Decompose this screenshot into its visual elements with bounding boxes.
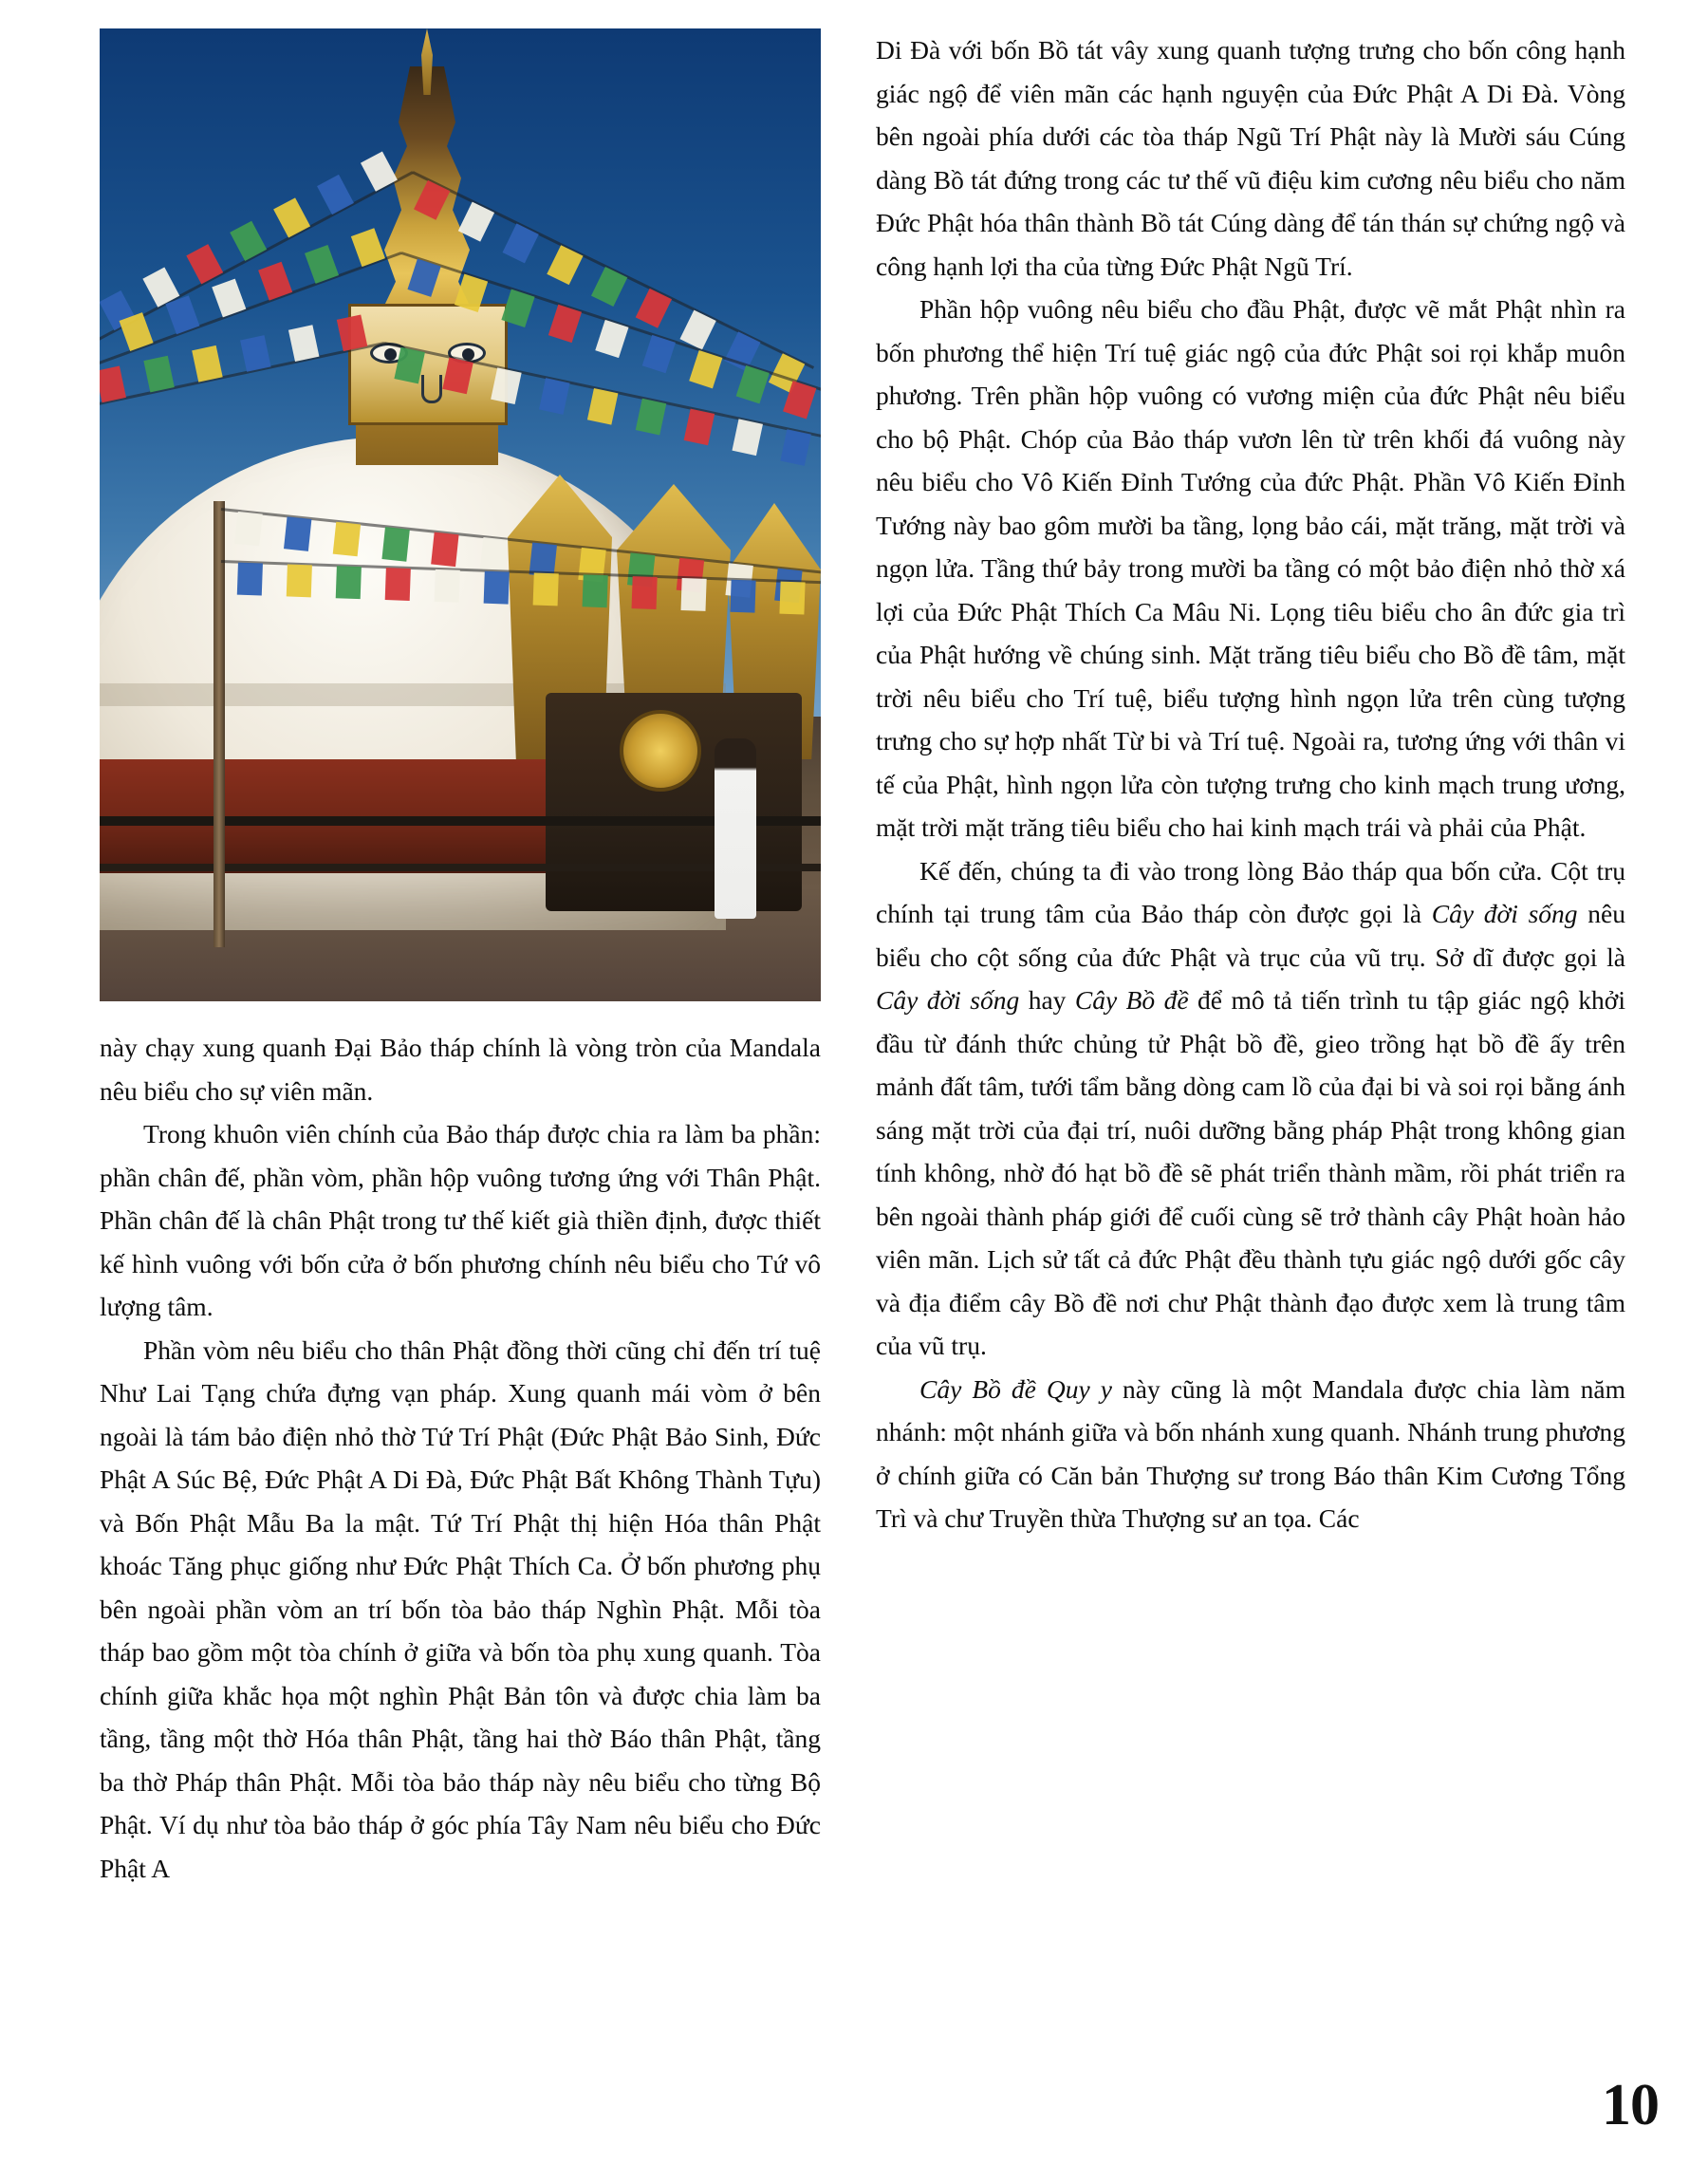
prayer-flag-icon <box>435 569 460 603</box>
prayer-flag-icon <box>381 527 409 562</box>
wooden-pole <box>214 501 225 947</box>
buddha-nose-icon <box>421 375 442 403</box>
paragraph-right-2: Phần hộp vuông nêu biểu cho đầu Phật, được vẽ mắt Phật nhìn ra bốn phương thể hiện Trí tuệ giác ngộ của đức Phật soi rọi khắp muôn phương. Trên phần hộp vuông có vương miện của đức Phật nêu biểu cho bộ Phật. Chóp của Bảo tháp vươn lên từ trên khối đá vuông này nêu biểu cho Vô Kiến Đỉnh Tướng của đức Phật. Phần Vô Kiến Đỉnh Tướng này bao gôm mười ba tầng, lọng bảo cái, mặt trăng, mặt trời và ngọn lửa. Tầng thứ bảy trong mười ba tầng có một bảo điện nhỏ thờ xá lợi của Đức Phật Thích Ca Mâu Ni. Lọng tiêu biểu cho ân đức gia trì của Phật hướng về chúng sinh. Mặt trăng tiêu biểu cho Bồ đề tâm, mặt trời nêu biểu cho Trí tuệ, biểu tượng hình ngọn lửa trên cùng tượng trưng cho sự hợp nhất Từ bi và Trí tuệ. Ngoài ra, tương ứng với thân vi tế của Phật, hình ngọn lửa còn tượng trưng cho kinh mạch trung ương, mặt trời mặt trăng tiêu biểu cho hai kinh mạch trái và phải của Phật. <box>876 294 1625 842</box>
paragraph-left-1: này chạy xung quanh Đại Bảo tháp chính là vòng tròn của Mandala nêu biểu cho sự viên mãn. <box>100 1033 821 1106</box>
prayer-flag-icon <box>680 578 706 611</box>
prayer-flag-icon <box>583 574 608 607</box>
paragraph-left-3: Phần vòm nêu biểu cho thân Phật đồng thời cũng chỉ đến trí tuệ Như Lai Tạng chứa đựng vạn pháp. Xung quanh mái vòm ở bên ngoài là tám bảo điện nhỏ thờ Tứ Trí Phật (Đức Phật Bảo Sinh, Đức Phật A Súc Bệ, Đức Phật A Di Đà, Đức Phật Bất Không Thành Tựu) và Bốn Phật Mẫu Ba la mật. Tứ Trí Phật thị hiện Hóa thân Phật khoác Tăng phục giống như Đức Phật Thích Ca. Ở bốn phương phụ bên ngoài phần vòm an trí bốn tòa bảo tháp Nghìn Phật. Mỗi tòa tháp bao gồm một tòa chính ở giữa và bốn tòa phụ xung quanh. Tòa chính giữa khắc họa một nghìn Phật Bản tôn và được chia làm ba tầng, tầng một thờ Hóa thân Phật, tầng hai thờ Báo thân Phật, tầng ba thờ Pháp thân Phật. Mỗi tòa bảo tháp này nêu biểu cho từng Bộ Phật. Ví dụ như tòa bảo tháp ở góc phía Tây Nam nêu biểu cho Đức Phật A <box>100 1334 821 1883</box>
prayer-flag-icon <box>533 573 559 606</box>
prayer-flag-icon <box>385 568 411 601</box>
para4-part2: nêu biểu cho cột sống của đức Phật và trục của vũ trụ. Sở dĩ được gọi là <box>876 899 1625 972</box>
prayer-flag-icon <box>284 516 311 551</box>
prayer-flag-icon <box>287 564 312 597</box>
prayer-flag-icon <box>480 537 508 572</box>
paragraph-right-3 <box>876 849 1625 1368</box>
two-column-layout <box>100 28 1651 2126</box>
paragraph-left-2: Trong khuôn viên chính của Bảo tháp được chia ra làm ba phần: phần chân đế, phần vòm, phần hộp vuông tương ứng với Thân Phật. Phần chân đế là chân Phật trong tư thế kiết già thiền định, được thiết kế hình vuông với bốn cửa ở bốn phương chính nêu biểu cho Tứ vô lượng tâm. <box>100 1119 821 1321</box>
prayer-flag-icon <box>431 532 458 568</box>
left-column <box>100 28 821 2126</box>
para4-part3: hay <box>1019 985 1075 1015</box>
railing-lower <box>100 864 821 871</box>
prayer-flag-icon <box>632 576 658 609</box>
para4-italic3: Cây Bồ đề <box>1074 985 1189 1015</box>
para5-italic1: Cây Bồ đề Quy y <box>919 1373 1112 1404</box>
prayer-flag-icon <box>234 512 262 547</box>
prayer-flag-icon <box>237 563 263 596</box>
para5-part1: này cũng là một Mandala được chia làm năm nhánh: một nhánh giữa và bốn nhánh xung quanh. Nhánh trung phương ở chính giữa có Căn bản Thượng sư trong Báo thân Kim Cương Tổng Trì và chư Truyền thừa Thượng sư an tọa. Các <box>876 1373 1625 1533</box>
para4-part1: Kế đến, chúng ta đi vào trong lòng Bảo tháp qua bốn cửa. Cột trụ chính tại trung tâm của Bảo tháp còn được gọi là <box>876 855 1625 928</box>
para4-italic1: Cây đời sống <box>1431 899 1578 928</box>
dharma-wheel-icon <box>620 710 701 792</box>
prayer-flag-icon <box>336 566 362 599</box>
railing-upper <box>100 816 821 826</box>
para4-italic2: Cây đời sống <box>876 985 1020 1015</box>
prayer-flag-icon <box>333 522 361 557</box>
right-column <box>876 28 1625 2126</box>
paragraph-right-4 <box>876 1368 1625 1540</box>
stupa-photo <box>100 28 821 1001</box>
prayer-flag-icon <box>730 580 755 613</box>
prayer-flag-icon <box>779 582 805 615</box>
prayer-flag-icon <box>484 571 510 605</box>
paragraph-right-1: Di Đà với bốn Bồ tát vây xung quanh tượng trưng cho bốn công hạnh giác ngộ để viên mãn các hạnh nguyện của Đức Phật A Di Đà. Vòng bên ngoài phía dưới các tòa tháp Ngũ Trí Phật này là Mười sáu Cúng dàng Bồ tát đứng trong các tư thế vũ điệu kim cương nêu biểu cho năm Đức Phật hóa thân thành Bồ tát Cúng dàng để tán thán sự chứng ngộ và công hạnh lợi tha của từng Đức Phật Ngũ Trí. <box>876 35 1625 281</box>
para4-part4: để mô tả tiến trình tu tập giác ngộ khởi đầu từ đánh thức chủng tử Phật bồ đề, gieo trồng hạt bồ đề ấy trên mảnh đất tâm, tưới tẩm bằng dòng cam lồ của đại bi và soi rọi bằng ánh sáng mặt trời của đại trí, nuôi dưỡng bằng pháp Phật trong không gian tính không, nhờ đó hạt bồ đề sẽ phát triển thành mầm, rồi phát triển ra bên ngoài thành pháp giới để cuối cùng sẽ trở thành cây Phật hoàn hảo viên mãn. Lịch sử tất cả đức Phật đều thành tựu giác ngộ dưới gốc cây và địa điểm cây Bồ đề nơi chư Phật thành đạo được xem là trung tâm của vũ trụ. <box>876 985 1625 1360</box>
pilgrim-figure <box>715 738 756 919</box>
page-number: 10 <box>1602 2073 1659 2137</box>
